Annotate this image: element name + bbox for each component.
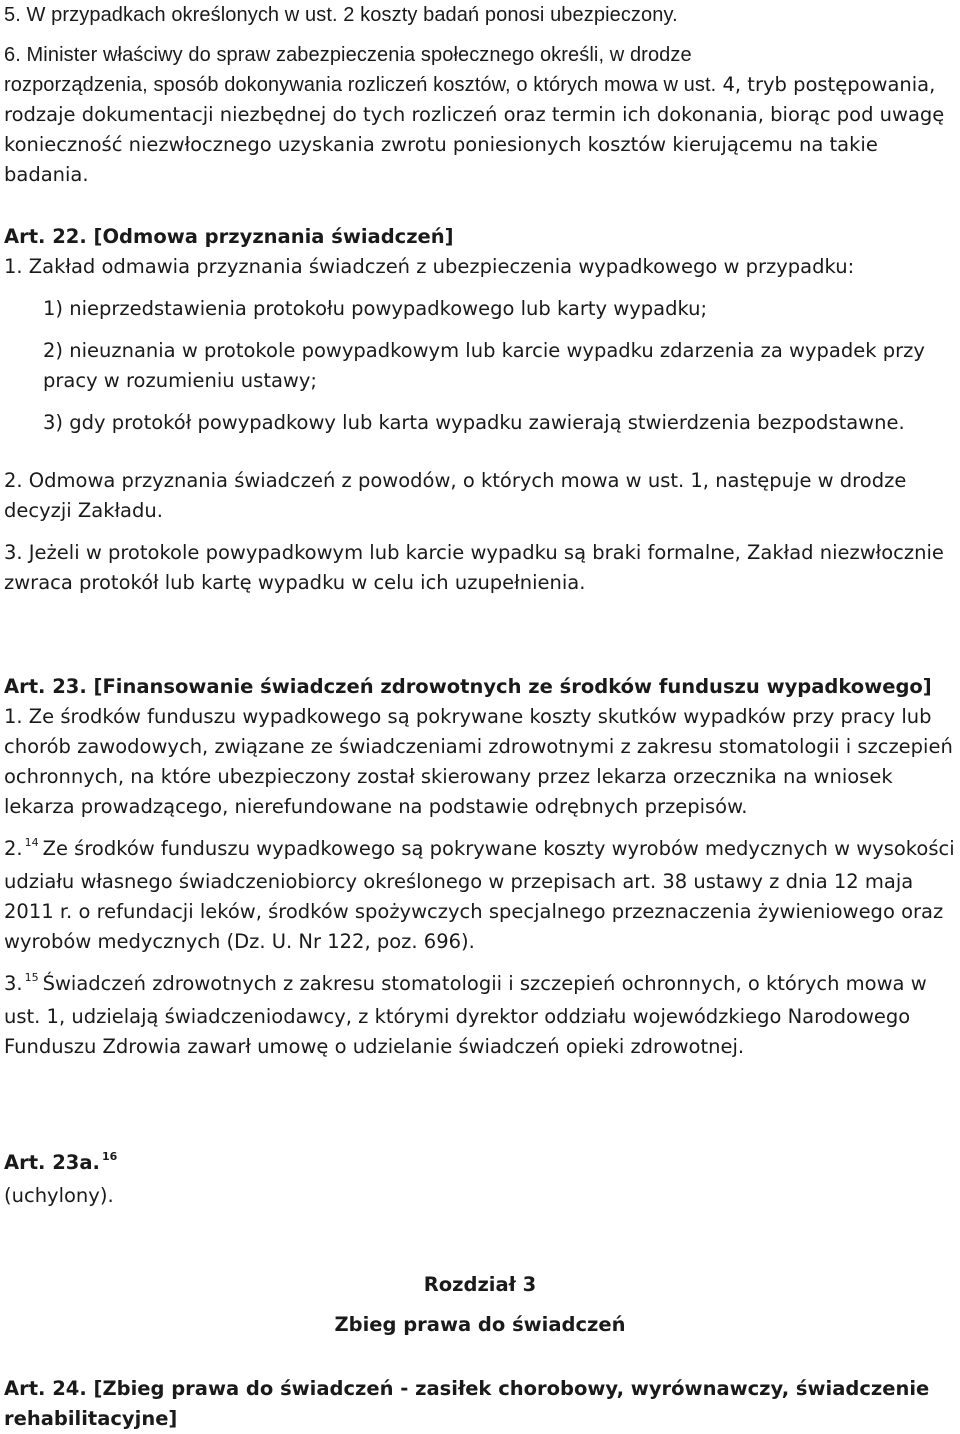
article-23-ust-3-text: Świadczeń zdrowotnych z zakresu stomatologii i szczepień ochronnych, o których mowa w ust. 1, udzielają świadczeniodawcy, z którymi dyrektor oddziału wojewódzkiego Narodowego Funduszu Zdrowia zawarł umowę o udzielanie świadczeń opieki zdrowotnej. xyxy=(4,972,927,1058)
article-23a xyxy=(4,1148,956,1211)
paragraph-6-line-1: 6. Minister właściwy do spraw zabezpieczenia społecznego określi, w drodze xyxy=(4,44,692,66)
article-22-item-1: 1) nieprzedstawienia protokołu powypadkowego lub karty wypadku; xyxy=(43,297,708,320)
paragraph-6-continuation: 4, tryb postępowania, rodzaje dokumentacji niezbędnej do tych rozliczeń oraz termin ich dokonania, biorąc pod uwagę konieczność niezwłocznego uzyskania zwrotu poniesionych kosztów kierującemu na takie badania. xyxy=(4,73,945,186)
chapter-3 xyxy=(4,1270,956,1340)
article-23-ust-3 xyxy=(4,969,956,1062)
footnote-ref-16[interactable]: 16 xyxy=(101,1150,118,1163)
chapter-number: Rozdział 3 xyxy=(423,1273,537,1296)
article-22-ust-2: 2. Odmowa przyznania świadczeń z powodów, o których mowa w ust. 1, następuje w drodze decyzji Zakładu. xyxy=(4,469,907,522)
article-22-ust-3: 3. Jeżeli w protokole powypadkowym lub karcie wypadku są braki formalne, Zakład niezwłocznie zwraca protokół lub kartę wypadku w celu ich uzupełnienia. xyxy=(4,541,944,594)
article-23-ust-2 xyxy=(4,834,956,957)
paragraph-5: 5. W przypadkach określonych w ust. 2 koszty badań ponosi ubezpieczony. xyxy=(4,4,678,26)
article-23-heading: Art. 23. [Finansowanie świadczeń zdrowotnych ze środków funduszu wypadkowego] xyxy=(4,675,932,698)
article-23a-heading-line xyxy=(4,1148,956,1181)
article-23-ust-3-number: 3. xyxy=(4,972,23,995)
article-23-ust-2-number: 2. xyxy=(4,837,23,860)
article-23a-text: (uchylony). xyxy=(4,1184,114,1207)
paragraph-6-line-2: rozporządzenia, sposób dokonywania rozliczeń kosztów, o których mowa w ust. xyxy=(4,74,717,96)
article-22-item-2: 2) nieuznania w protokole powypadkowym lub karcie wypadku zdarzenia za wypadek przy pracy w rozumieniu ustawy; xyxy=(43,339,925,392)
article-23-ust-2-text: Ze środków funduszu wypadkowego są pokrywane koszty wyrobów medycznych w wysokości udziału własnego świadczeniobiorcy określonego w przepisach art. 38 ustawy z dnia 12 maja 2011 r. o refundacji leków, środków spożywczych specjalnego przeznaczenia żywieniowego oraz wyrobów medycznych (Dz. U. Nr 122, poz. 696). xyxy=(4,837,955,953)
article-23 xyxy=(4,672,956,1062)
article-22-item-3: 3) gdy protokół powypadkowy lub karta wypadku zawierają stwierdzenia bezpodstawne. xyxy=(43,411,905,434)
footnote-ref-15[interactable]: 15 xyxy=(24,971,39,984)
article-23-ust-1: 1. Ze środków funduszu wypadkowego są pokrywane koszty skutków wypadków przy pracy lub chorób zawodowych, związane ze świadczeniami zdrowotnymi z zakresu stomatologii i szczepień ochronnych, na które ubezpieczony został skierowany przez lekarza orzecznika na wniosek lekarza prowadzącego, nierefundowane na podstawie odrębnych przepisów. xyxy=(4,705,953,818)
chapter-title: Zbieg prawa do świadczeń xyxy=(334,1313,626,1336)
article-22-ust-1: 1. Zakład odmawia przyznania świadczeń z ubezpieczenia wypadkowego w przypadku: xyxy=(4,255,855,278)
article-24-heading: Art. 24. [Zbieg prawa do świadczeń - zasiłek chorobowy, wyrównawczy, świadczenie rehabilitacyjne] xyxy=(4,1377,930,1430)
article-22-heading: Art. 22. [Odmowa przyznania świadczeń] xyxy=(4,225,454,248)
footnote-ref-14[interactable]: 14 xyxy=(24,836,39,849)
paragraph-6 xyxy=(4,40,956,190)
article-23a-heading: Art. 23a. xyxy=(4,1151,100,1174)
article-22 xyxy=(4,222,956,598)
